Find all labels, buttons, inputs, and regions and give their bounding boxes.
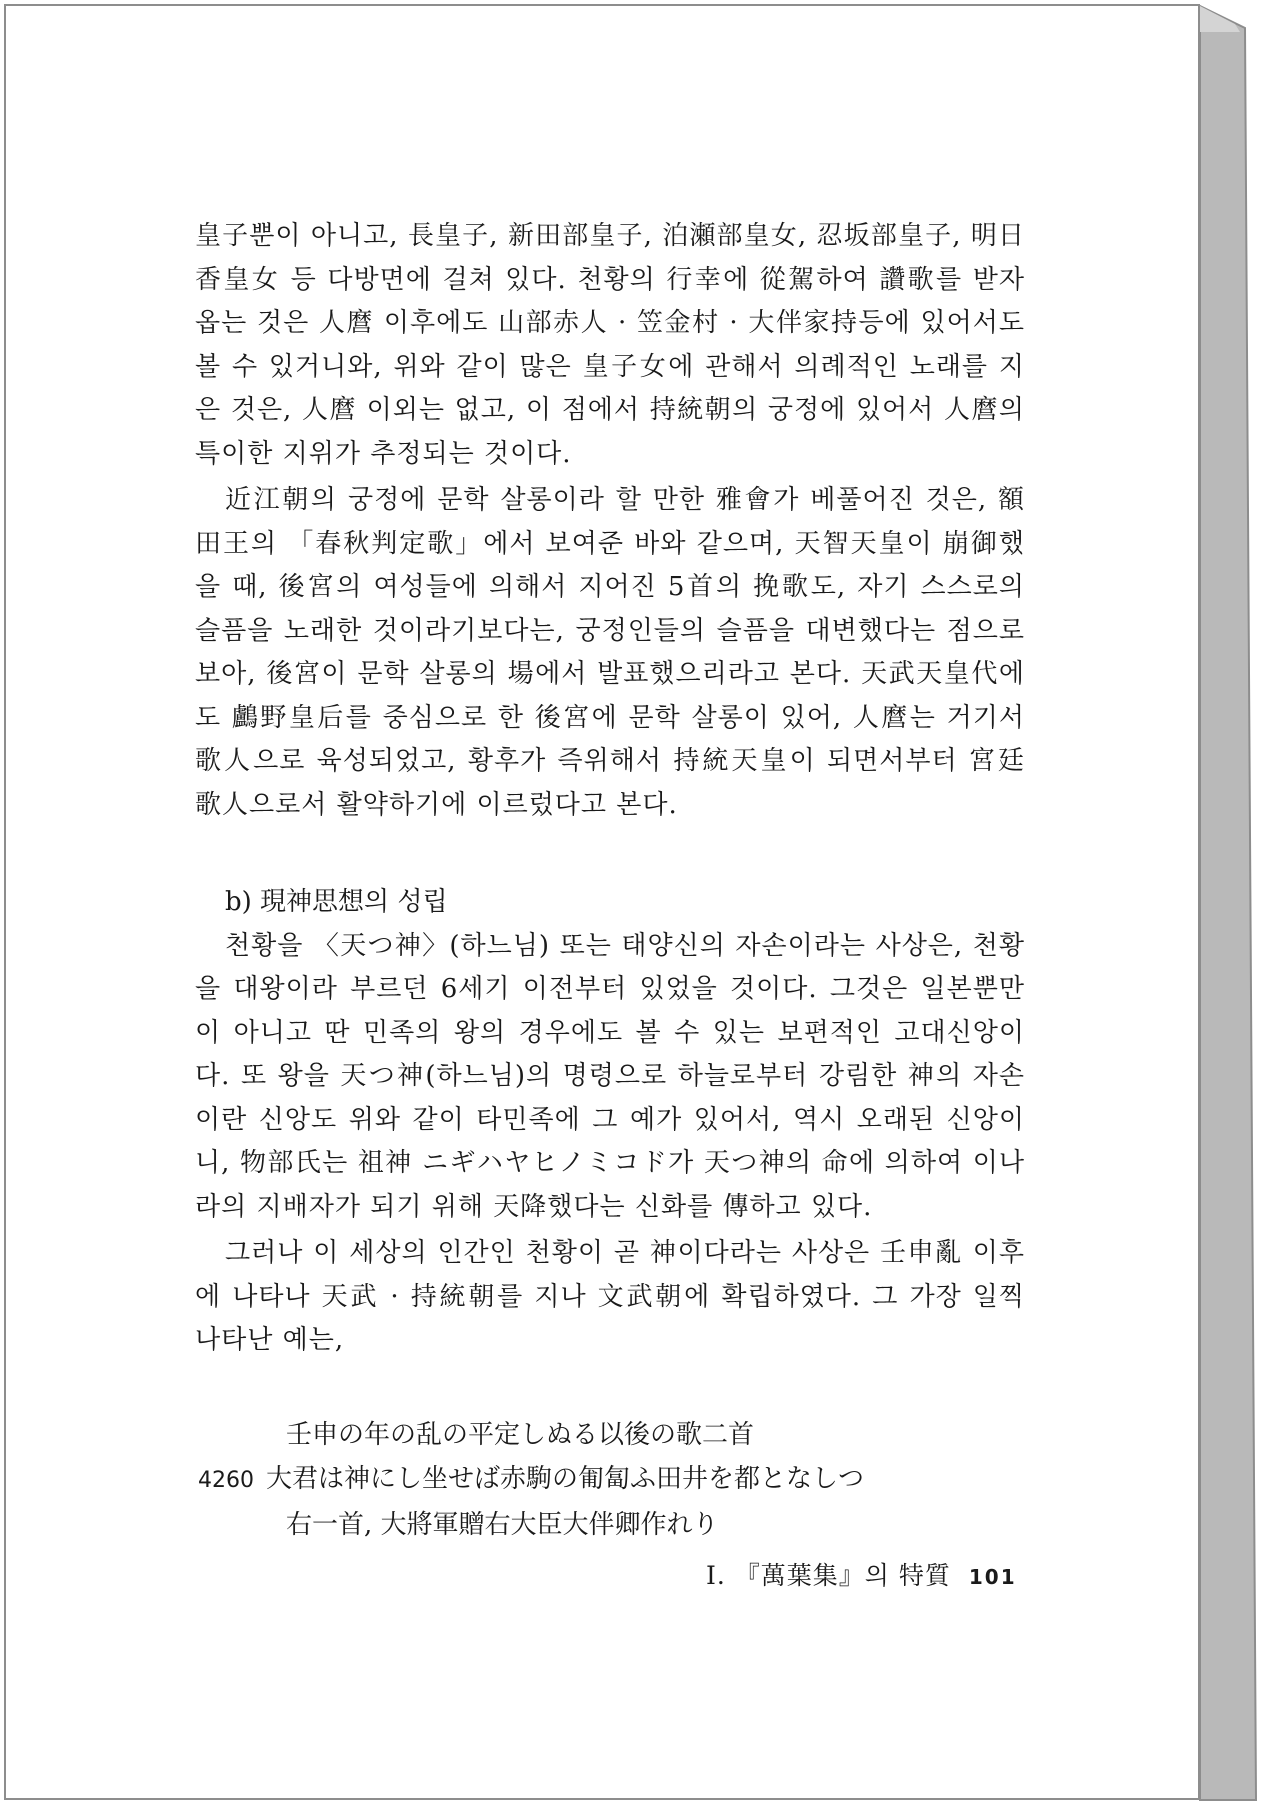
paragraph-3: 천황을 〈天つ神〉(하느님) 또는 태양신의 자손이라는 사상은, 천황을 대왕이라 부르던 6세기 이전부터 있었을 것이다. 그것은 일본뿐만이 아니고 딴 민족의 왕의 경우에도 볼 수 있는 보편적인 고대신앙이다. 또 왕을 天つ神(하느님)의 명령으로 하늘로부터 강림한 神의 자손이란 신앙도 위와 같이 타민족에 그 예가 있어서, 역시 오래된 신앙이니, 物部氏는 祖神 ニギハヤヒノミコド가 天つ神의 命에 의하여 이나라의 지배자가 되기 위해 天降했다는 신화를 傳하고 있다. [195,930,1025,1222]
page-number: 101 [968,1565,1017,1589]
poem-number: 4260 [198,1468,254,1493]
poem-text: 大君は神にし坐せば赤駒の匍匐ふ田井を都となしつ [266,1464,865,1494]
paragraph-2: 近江朝의 궁정에 문학 살롱이라 할 만한 雅會가 베풀어진 것은, 額田王의 「春秋判定歌」에서 보여준 바와 같으며, 天智天皇이 崩御했을 때, 後宮의 여성들에 의해서 지어진 5首의 挽歌도, 자기 스스로의 슬픔을 노래한 것이라기보다는, 궁정인들의 슬픔을 대변했다는 점으로 보아, 後宮이 문학 살롱의 場에서 발표했으리라고 본다. 天武天皇代에도 鸕野皇后를 중심으로 한 後宮에 문학 살롱이 있어, 人麿는 거기서 歌人으로 육성되었고, 황후가 즉위해서 持統天皇이 되면서부터 宮廷歌人으로서 활약하기에 이르렀다고 본다. [195,485,1025,820]
paragraph-1: 皇子뿐이 아니고, 長皇子, 新田部皇子, 泊瀬部皇女, 忍坂部皇子, 明日香皇女 등 다방면에 걸쳐 있다. 천황의 行幸에 從駕하여 讚歌를 받자옵는 것은 人麿 이후에도 山部赤人 · 笠金村 · 大伴家持등에 있어서도 볼 수 있거니와, 위와 같이 많은 皇子女에 관해서 의례적인 노래를 지은 것은, 人麿 이외는 없고, 이 점에서 持統朝의 궁정에 있어서 人麿의 특이한 지위가 추정되는 것이다. [195,221,1025,469]
running-head: I. 『萬葉集』의 特質 [706,1561,951,1590]
paragraph-4: 그러나 이 세상의 인간인 천황이 곧 神이다라는 사상은 壬申亂 이후에 나타나 天武 · 持統朝를 지나 文武朝에 확립하였다. 그 가장 일찍 나타난 예는, [195,1238,1025,1355]
poem-title: 壬申の年の乱の平定しぬる以後の歌二首 [286,1420,755,1450]
poem-line [198,1457,878,1503]
page-footer [706,1556,1017,1592]
poem-block [198,1413,878,1547]
book-page-edge [1200,6,1240,32]
body-text [195,215,1025,1366]
section-heading: b) 現神思想의 성립 [225,887,448,917]
poem-note: 右一首, 大將軍贈右大臣大伴卿作れり [286,1510,719,1540]
book-spine-shade [1200,6,1256,1800]
